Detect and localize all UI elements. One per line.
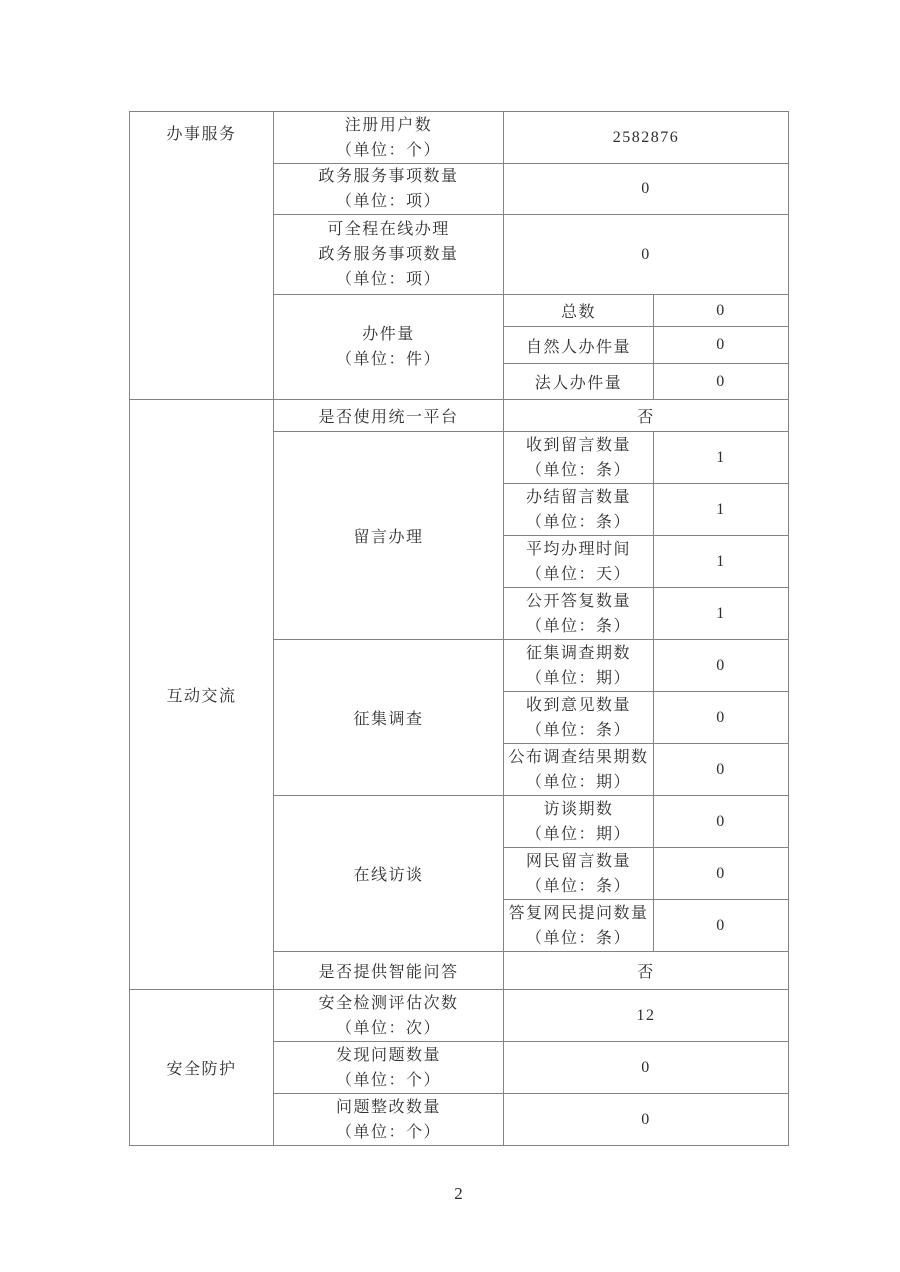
submetric-value-cell: 0 (654, 900, 789, 952)
report-table (129, 111, 789, 1146)
submetric-value-cell: 1 (654, 588, 789, 640)
metric-value-cell: 0 (504, 215, 789, 295)
metric-label-cell: 征集调查 (274, 640, 504, 796)
metric-label-cell: 在线访谈 (274, 796, 504, 952)
metric-label-cell: 是否提供智能问答 (274, 952, 504, 990)
submetric-value-cell: 0 (654, 364, 789, 400)
submetric-label-cell (504, 432, 654, 484)
submetric-value-cell: 1 (654, 536, 789, 588)
label-line: 征集调查期数 (525, 644, 631, 662)
metric-label-cell: 留言办理 (274, 432, 504, 640)
unit-line: （单位：条） (525, 513, 631, 531)
metric-label-cell (274, 215, 504, 295)
unit-line: （单位：天） (525, 565, 631, 583)
unit-line: （单位：条） (525, 929, 631, 947)
label-line: 收到意见数量 (525, 696, 631, 714)
label-line: 公布调查结果期数 (508, 748, 649, 766)
label-line: 公开答复数量 (525, 592, 631, 610)
submetric-value-cell: 0 (654, 640, 789, 692)
unit-line: （单位：期） (525, 773, 631, 791)
label-line: 安全检测评估次数 (318, 994, 459, 1012)
section-security-cell: 安全防护 (130, 990, 274, 1146)
label-line: 注册用户数 (344, 116, 433, 134)
metric-label-cell (274, 1094, 504, 1146)
unit-line: （单位：个） (335, 1123, 441, 1141)
submetric-label-cell (504, 536, 654, 588)
unit-line: （单位：条） (525, 617, 631, 635)
metric-value-cell: 否 (504, 400, 789, 432)
submetric-label-cell (504, 692, 654, 744)
label-line: 访谈期数 (543, 800, 614, 818)
label-line: 办结留言数量 (525, 488, 631, 506)
label-line: 问题整改数量 (335, 1098, 441, 1116)
unit-line: （单位：个） (335, 1071, 441, 1089)
submetric-value-cell: 0 (654, 848, 789, 900)
label-line: 发现问题数量 (335, 1046, 441, 1064)
metric-value-cell: 12 (504, 990, 789, 1042)
submetric-label-cell: 总数 (504, 295, 654, 327)
submetric-value-cell: 1 (654, 484, 789, 536)
metric-label-cell (274, 164, 504, 215)
metric-label-cell (274, 112, 504, 164)
page-number: 2 (454, 1184, 463, 1203)
label-line: 政务服务事项数量 (318, 168, 459, 185)
label-line: 政务服务事项数量 (318, 246, 459, 263)
submetric-value-cell: 0 (654, 796, 789, 848)
unit-line: （单位：期） (525, 669, 631, 687)
submetric-value-cell: 0 (654, 692, 789, 744)
submetric-value-cell: 1 (654, 432, 789, 484)
metric-value-cell: 否 (504, 952, 789, 990)
submetric-value-cell: 0 (654, 295, 789, 327)
label-line: 平均办理时间 (525, 540, 631, 558)
submetric-label-cell (504, 588, 654, 640)
submetric-label-cell (504, 484, 654, 536)
metric-value-cell: 0 (504, 164, 789, 215)
submetric-label-cell: 法人办件量 (504, 364, 654, 400)
submetric-value-cell: 0 (654, 327, 789, 364)
unit-line: （单位：个） (335, 141, 441, 159)
metric-label-cell: 是否使用统一平台 (274, 400, 504, 432)
submetric-label-cell (504, 848, 654, 900)
submetric-label-cell (504, 640, 654, 692)
metric-label-cell (274, 1042, 504, 1094)
label-line: 答复网民提问数量 (508, 904, 649, 922)
unit-line: （单位：期） (525, 825, 631, 843)
metric-value-cell: 2582876 (504, 112, 789, 164)
unit-line: （单位：条） (525, 461, 631, 479)
section-interaction-cell: 互动交流 (130, 400, 274, 990)
unit-line: （单位：件） (335, 351, 441, 368)
submetric-label-cell (504, 744, 654, 796)
label-line: 可全程在线办理 (327, 221, 450, 238)
unit-line: （单位：条） (525, 721, 631, 739)
label-line: 网民留言数量 (525, 852, 631, 870)
submetric-label-cell (504, 900, 654, 952)
section-service-cell: 办事服务 (130, 112, 274, 400)
metric-value-cell: 0 (504, 1094, 789, 1146)
unit-line: （单位：项） (335, 271, 441, 288)
metric-label-cell (274, 295, 504, 400)
submetric-label-cell (504, 796, 654, 848)
label-line: 办件量 (362, 326, 415, 343)
metric-value-cell: 0 (504, 1042, 789, 1094)
unit-line: （单位：项） (335, 193, 441, 210)
submetric-label-cell: 自然人办件量 (504, 327, 654, 364)
unit-line: （单位：次） (335, 1019, 441, 1037)
unit-line: （单位：条） (525, 877, 631, 895)
submetric-value-cell: 0 (654, 744, 789, 796)
label-line: 收到留言数量 (525, 436, 631, 454)
metric-label-cell (274, 990, 504, 1042)
